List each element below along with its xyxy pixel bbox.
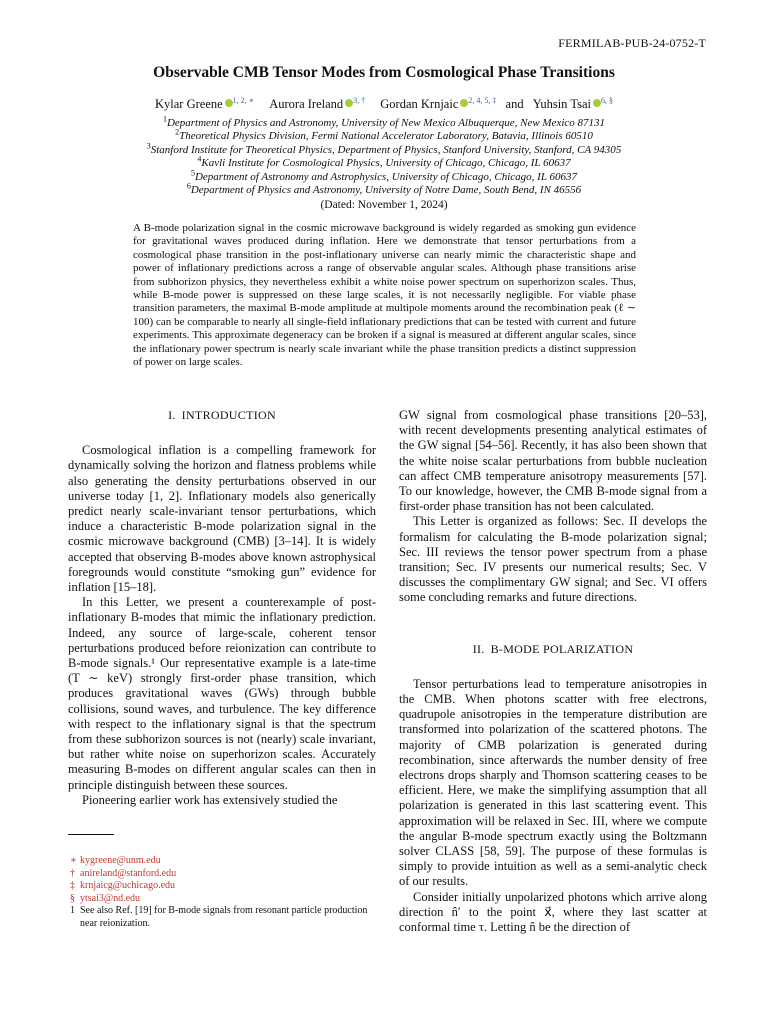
paper-title: Observable CMB Tensor Modes from Cosmological Phase Transitions [153,64,615,81]
footnote-email-1[interactable]: ∗ kygreene@unm.edu [70,855,161,866]
section-heading-bmode: II. B-MODE POLARIZATION [472,641,634,656]
date-line: (Dated: November 1, 2024) [320,199,448,211]
affiliation-2: $^2$Theoretical Physics Division, Fermi National Accelerator Laboratory, Batavia, Illinois 60510 [175,127,593,143]
section-heading-introduction: I. INTRODUCTION [168,408,276,422]
author-list [0,97,768,112]
author-1[interactable]: Kylar Greene $^{1, 2, ∗}$ [155,95,255,111]
author-4[interactable]: Yuhsin Tsai $^{6, \S}$ [532,95,613,111]
affiliation-1: $^1$Department of Physics and Astronomy, University of New Mexico Albuquerque, New Mexico 87131 [162,114,606,129]
author-2[interactable]: Aurora Ireland $^{3, \dagger}$ [269,95,366,111]
affiliation-6: $^6$Department of Physics and Astronomy, University of Notre Dame, South Bend, IN 46556 [186,181,582,197]
footnotes [68,855,378,931]
footnote-email-2[interactable]: † anireland@stanford.edu [70,867,177,879]
intro-paragraph-2: In this Letter, we present a counterexample of post-inflationary B-modes that mimic the inflationary prediction. Indeed, any source of large-scale, coherent tensor perturbations produced before reionization can contribute to B-mode signals.¹ Our representative example is a late-time (T ∼ keV) strongly first-order phase transition, which produces gravitational waves (GWs) through bubble collisions, sound waves, and turbulence. The key difference with respect to the inflationary signal is that the spectrum from these subhorizon sources is not (nearly) scale invariant, but rather white noise on superhorizon scales. Accurately measuring B-modes on different angular scales can then in principle distinguish between these sources. [68,595,376,792]
affiliation-3: $^3$Stanford Institute for Theoretical Physics, Department of Physics, Stanford University, Stanford, CA 94305 [146,141,622,156]
orcid-icon[interactable] [593,99,601,107]
orcid-icon[interactable] [225,99,233,107]
intro-paragraph-3: Pioneering earlier work has extensively studied the [82,792,338,807]
author-3[interactable]: Gordan Krnjaic $^{2, 4, 5, \ddagger}$ [380,95,497,111]
footnote-rule [68,834,114,835]
abstract: A B-mode polarization signal in the cosmic microwave background is widely regarded as smoking gun evidence for gravitational waves produced during inflation. Here we demonstrate that tensor perturbations from a cosmological phase transition in the post-inflationary universe can nearly mimic the characteristic shape and power of inflationary predictions across a range of observable angular scales. Although phase transitions arise from subhorizon physics, they nevertheless exhibit a white noise power spectrum on superhorizon scales. Thus, while B-mode power is suppressed on these large scales, it is not necessarily negligible. For viable phase transition parameters, the maximal B-mode amplitude at multipole moments around the recombination peak (ℓ ∼ 100) can be comparable to nearly all single-field inflationary predictions that can be tested with current and future experiments. This approximate degeneracy can be broken if a signal is measured at different angular scales, since the inflationary power spectrum is nearly scale invariant while the phase transition predicts a distinct suppression of power on large scales. [133,222,636,369]
intro-paragraph-1: Cosmological inflation is a compelling framework for dynamically solving the horizon and flatness problems while also generating the density perturbations observed in our universe today [1, 2]. Inflationary models also generically predict nearly scale-invariant tensor perturbations, which induce a characteristic B-mode polarization signal in the cosmic microwave background (CMB) [3–14]. It is widely accepted that observing B-modes above known astrophysical foregrounds would constitute “smoking gun” evidence for inflation [15–18]. [68,443,376,595]
orcid-icon[interactable] [345,99,353,107]
intro-paragraph-5: This Letter is organized as follows: Sec. II develops the formalism for calculating the B-mode polarization signal; Sec. III reviews the tensor power spectrum from a phase transition; Sec. IV presents our numerical results; Sec. V discusses the complimentary GW signal; and Sec. VI offers some concluding remarks and future directions. [399,514,707,605]
footnote-email-4[interactable]: § ytsai3@nd.edu [70,892,141,904]
left-column [68,408,376,808]
bmode-paragraph-1: Tensor perturbations lead to temperature anisotropies in the CMB. When photons scatter with free electrons, quadrupole anisotropies in the temperature distribution are transformed into polarization of the scattered photons. The majority of CMB polarization is generated during recombination, since afterwards the number density of free electrons drops sharply and Thomson scattering ceases to be efficient. Here, we make the simplifying assumption that all polarization is generated in this last scattering event. This approximation will be relaxed in Sec. III, where we compute the angular B-mode spectrum exactly using the Boltzmann solver CLASS [58, 59]. The purpose of these formulas is simply to provide intuition as well as a semi-analytic check of our results. [399,676,707,889]
bmode-paragraph-2: Consider initially unpolarized photons which arrive along direction n̂′ to the point x⃗, where they last scatter at conformal time τ. Letting n̂ be the direction of [399,889,707,935]
report-number: FERMILAB-PUB-24-0752-T [558,36,706,50]
affiliations [0,114,768,197]
affiliation-5: $^5$Department of Astronomy and Astrophysics, University of Chicago, Chicago, IL 60637 [190,167,578,183]
footnote-1: 1 See also Ref. [19] for B-mode signals from resonant particle production near reionization. [70,905,368,929]
right-column [399,408,707,935]
author-conjunction: and [505,97,524,111]
intro-paragraph-4: GW signal from cosmological phase transitions [20–53], with recent developments presenting analytical estimates of the GW signal [54–56]. Recently, it has also been shown that the white noise scalar perturbations from bubble nucleation can affect CMB temperature anisotropy measurements [57]. To our knowledge, however, the CMB B-mode signal from a first-order phase transition has not been calculated. [399,408,707,514]
affiliation-4: $^4$Kavli Institute for Cosmological Physics, University of Chicago, Chicago, IL 60637 [197,154,571,170]
footnote-email-3[interactable]: ‡ krnjaicg@uchicago.edu [70,880,176,892]
